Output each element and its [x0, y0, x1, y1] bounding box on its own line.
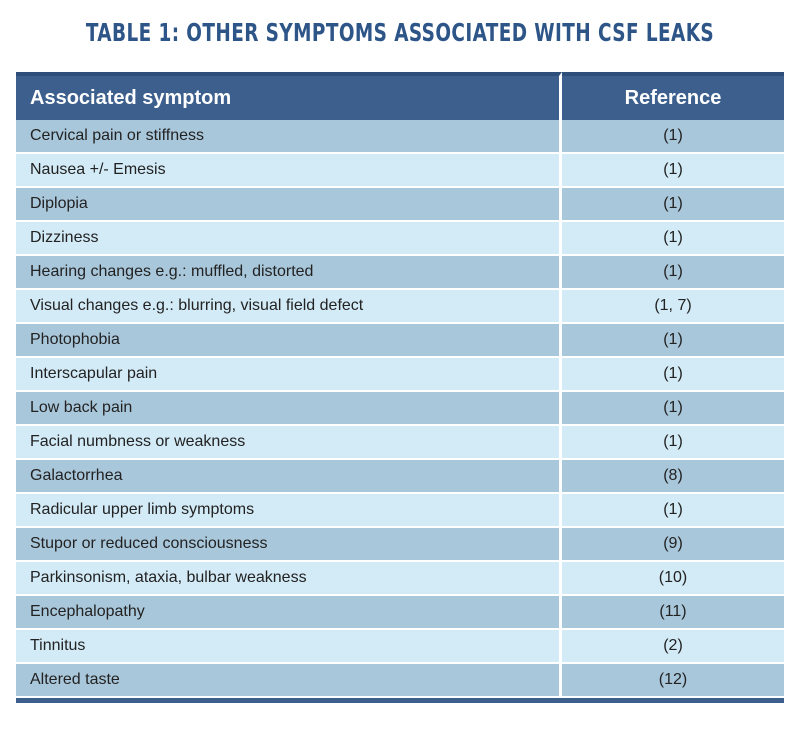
symptom-cell: Cervical pain or stiffness [16, 120, 562, 154]
reference-cell: (1) [562, 154, 784, 188]
reference-cell: (1) [562, 120, 784, 154]
reference-cell: (8) [562, 460, 784, 494]
reference-cell: (1) [562, 426, 784, 460]
reference-cell: (1) [562, 358, 784, 392]
table-title: TABLE 1: OTHER SYMPTOMS ASSOCIATED WITH CSF LEAKS [85, 18, 715, 47]
reference-cell: (1) [562, 494, 784, 528]
symptom-cell: Radicular upper limb symptoms [16, 494, 562, 528]
symptom-cell: Tinnitus [16, 630, 562, 664]
symptom-cell: Low back pain [16, 392, 562, 426]
header-reference: Reference [562, 72, 784, 120]
reference-cell: (1) [562, 222, 784, 256]
symptom-cell: Stupor or reduced consciousness [16, 528, 562, 562]
symptom-cell: Parkinsonism, ataxia, bulbar weakness [16, 562, 562, 596]
reference-cell: (10) [562, 562, 784, 596]
symptom-cell: Nausea +/- Emesis [16, 154, 562, 188]
reference-cell: (2) [562, 630, 784, 664]
reference-cell: (1) [562, 256, 784, 290]
symptom-cell: Dizziness [16, 222, 562, 256]
symptom-cell: Hearing changes e.g.: muffled, distorted [16, 256, 562, 290]
reference-cell: (1, 7) [562, 290, 784, 324]
symptom-cell: Facial numbness or weakness [16, 426, 562, 460]
reference-cell: (1) [562, 188, 784, 222]
symptom-cell: Diplopia [16, 188, 562, 222]
symptom-cell: Encephalopathy [16, 596, 562, 630]
symptom-cell: Galactorrhea [16, 460, 562, 494]
reference-cell: (1) [562, 392, 784, 426]
reference-cell: (11) [562, 596, 784, 630]
table-grid [16, 72, 784, 698]
symptom-cell: Visual changes e.g.: blurring, visual field defect [16, 290, 562, 324]
reference-cell: (9) [562, 528, 784, 562]
table-bottom-border [16, 698, 784, 703]
symptom-cell: Altered taste [16, 664, 562, 698]
symptom-cell: Photophobia [16, 324, 562, 358]
symptom-cell: Interscapular pain [16, 358, 562, 392]
reference-cell: (12) [562, 664, 784, 698]
symptoms-table [16, 72, 784, 703]
reference-cell: (1) [562, 324, 784, 358]
header-symptom: Associated symptom [16, 72, 562, 120]
